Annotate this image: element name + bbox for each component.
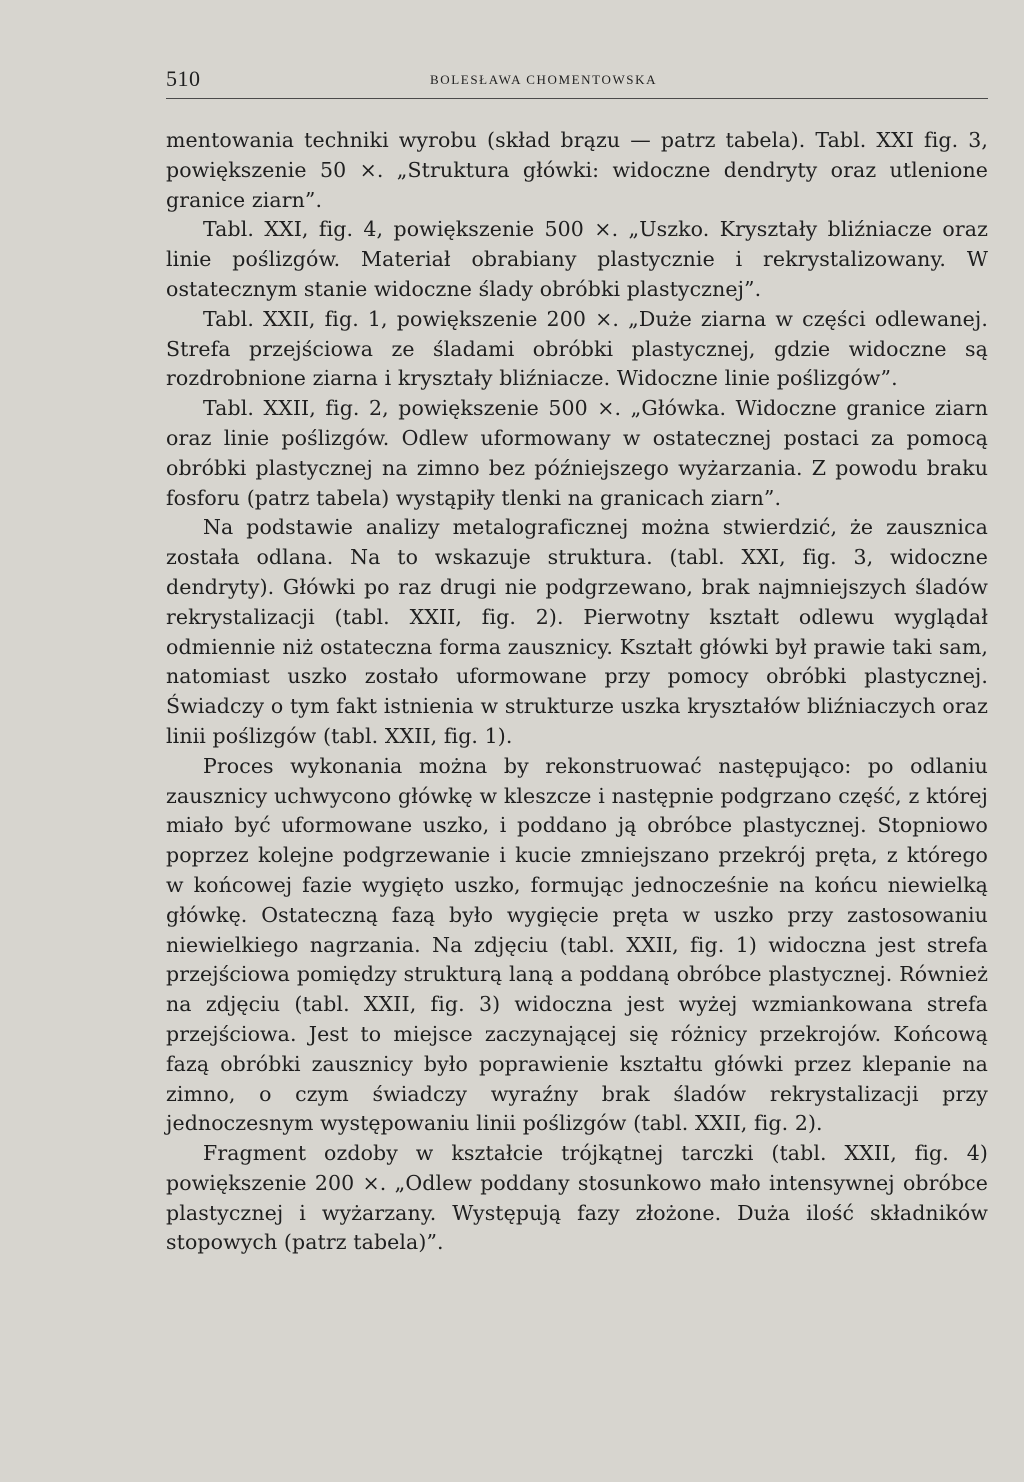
paragraph: mentowania techniki wyrobu (skład brązu — patrz tabela). Tabl. XXI fig. 3, powiększenie 50 ×. „Struktura główki: widoczne dendryty oraz utlenione granice ziarn”. [166, 128, 988, 212]
paragraph: Fragment ozdoby w kształcie trójkątnej tarczki (tabl. XXII, fig. 4) powiększenie 200 ×. „Odlew poddany stosunkowo mało intensywnej obróbce plastycznej i wyżarzany. Występują fazy złożone. Duża ilość składników stopowych (patrz tabela)”. [166, 1141, 988, 1255]
paragraph: Tabl. XXII, fig. 2, powiększenie 500 ×. „Główka. Widoczne granice ziarn oraz linie poślizgów. Odlew uformowany w ostatecznej postaci za pomocą obróbki plastycznej na zimno bez późniejszego wyżarzania. Z powodu braku fosforu (patrz tabela) wystąpiły tlenki na granicach ziarn”. [166, 396, 988, 510]
paragraph: Tabl. XXII, fig. 1, powiększenie 200 ×. „Duże ziarna w części odlewanej. Strefa przejściowa ze śladami obróbki plastycznej, gdzie widoczne są rozdrobnione ziarna i kryształy bliźniacze. Widoczne linie poślizgów”. [166, 306, 988, 391]
page-header [166, 66, 988, 99]
paragraph: Proces wykonania można by rekonstruować następująco: po odlaniu zausznicy uchwycono główkę w kleszcze i następnie podgrzano część, z której miało być uformowane uszko, i poddano ją obróbce plastycznej. Stopniowo poprzez kolejne podgrzewanie i kucie zmniejszano przekrój pręta, z którego w końcowej fazie wygięto uszko, formując jednocześnie na końcu niewielką główkę. Ostateczną fazą było wygięcie pręta w uszko przy zastosowaniu niewielkiego nagrzania. Na zdjęciu (tabl. XXII, fig. 1) widoczna jest strefa przejściowa pomiędzy strukturą laną a poddaną obróbce plastycznej. Również na zdjęciu (tabl. XXII, fig. 3) widoczna jest wyżej wzmiankowana strefa przejściowa. Jest to miejsce zaczynającej się różnicy przekrojów. Końcową fazą obróbki zausznicy było poprawienie kształtu główki przez klepanie na zimno, o czym świadczy wyraźny brak śladów rekrystalizacji przy jednoczesnym występowaniu linii poślizgów (tabl. XXII, fig. 2). [166, 753, 988, 1136]
running-head: BOLESŁAWA CHOMENTOWSKA [430, 72, 658, 87]
paragraph: Tabl. XXI, fig. 4, powiększenie 500 ×. „Uszko. Kryształy bliźniacze oraz linie poślizgów. Materiał obrabiany plastycznie i rekrystalizowany. W ostatecznym stanie widoczne ślady obróbki plastycznej”. [166, 217, 988, 301]
page-number: 510 [166, 66, 201, 91]
paragraph: Na podstawie analizy metalograficznej można stwierdzić, że zausznica została odlana. Na to wskazuje struktura. (tabl. XXI, fig. 3, widoczne dendryty). Główki po raz drugi nie podgrzewano, brak najmniejszych śladów rekrystalizacji (tabl. XXII, fig. 2). Pierwotny kształt odlewu wyglądał odmiennie niż ostateczna forma zausznicy. Kształt główki był prawie taki sam, natomiast uszko zostało uformowane przy pomocy obróbki plastycznej. Świadczy o tym fakt istnienia w strukturze uszka kryształów bliźniaczych oraz linii poślizgów (tabl. XXII, fig. 1). [166, 515, 988, 748]
body-text [166, 126, 988, 1258]
